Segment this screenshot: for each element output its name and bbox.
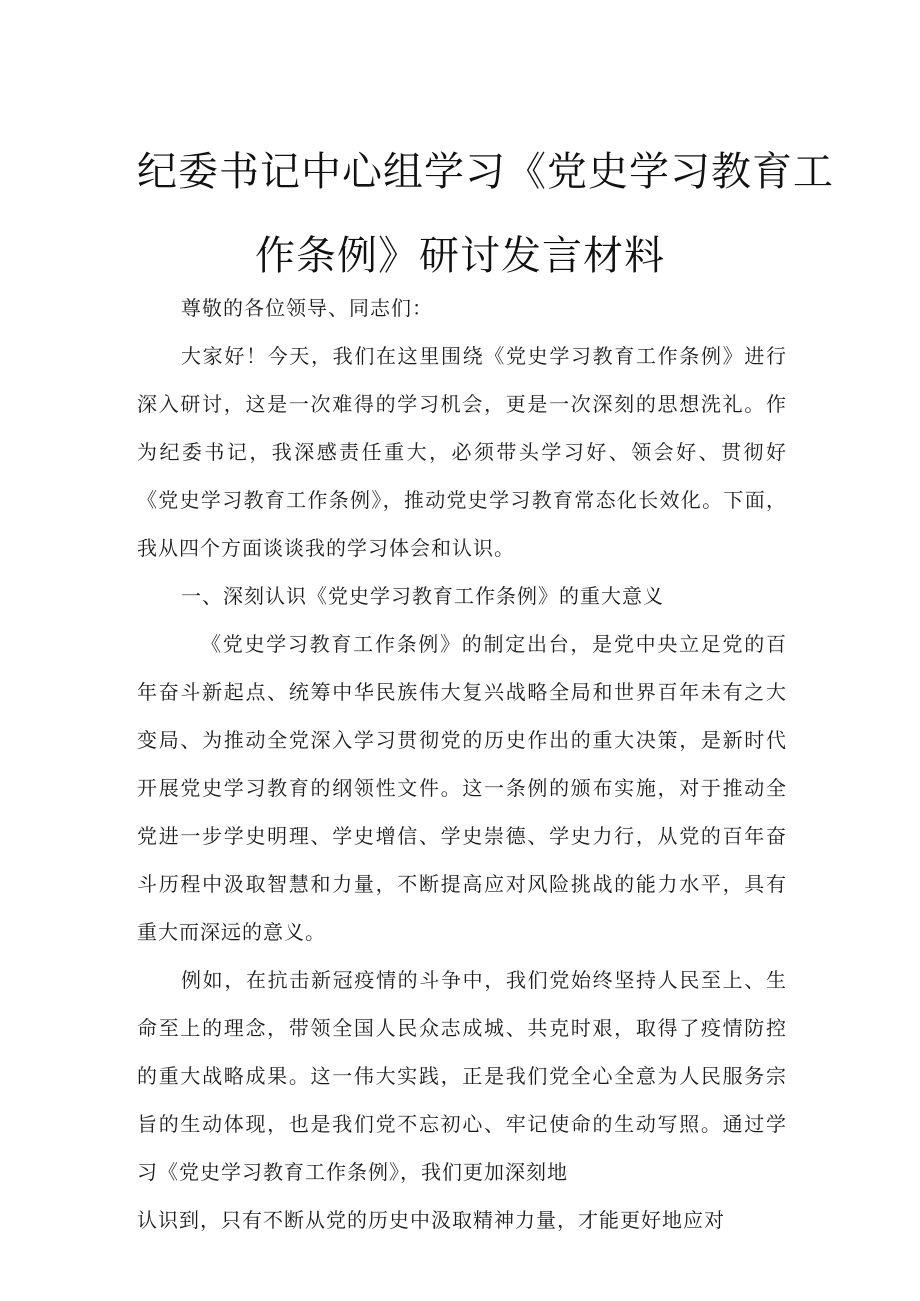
document-title-line-2: 作条例》研讨发言材料: [255, 233, 665, 279]
example-paragraph: 例如，在抗击新冠疫情的斗争中，我们党始终坚持人民至上、生命至上的理念，带领全国人民众志成城、共克时艰，取得了疫情防控的重大战略成果。这一伟大实践，正是我们党全心全意为人民服务宗旨的生动体现，也是我们党不忘初心、牢记使命的生动写照。通过学习《党史学习教育工作条例》，我们更加深刻地: [137, 968, 787, 1184]
document-body: [137, 284, 787, 1244]
significance-paragraph: 《党史学习教育工作条例》的制定出台，是党中央立足党的百年奋斗新起点、统筹中华民族伟大复兴战略全局和世界百年未有之大变局、为推动全党深入学习贯彻党的历史作出的重大决策，是新时代开展党史学习教育的纲领性文件。这一条例的颁布实施，对于推动全党进一步学史明理、学史增信、学史崇德、学史力行，从党的百年奋斗历程中汲取智慧和力量，不断提高应对风险挑战的能力水平，具有重大而深远的意义。: [137, 632, 787, 944]
continuation-paragraph: 认识到，只有不断从党的历史中汲取精神力量，才能更好地应对: [137, 1208, 725, 1232]
salutation-paragraph: 尊敬的各位领导、同志们：: [181, 296, 433, 320]
document-title-line-1: 纪委书记中心组学习《党史学习教育工: [137, 149, 834, 195]
intro-paragraph: 大家好！今天，我们在这里围绕《党史学习教育工作条例》进行深入研讨，这是一次难得的学习机会，更是一次深刻的思想洗礼。作为纪委书记，我深感责任重大，必须带头学习好、领会好、贯彻好《党史学习教育工作条例》，推动党史学习教育常态化长效化。下面，我从四个方面谈谈我的学习体会和认识。: [137, 344, 787, 560]
section-heading-1: 一、深刻认识《党史学习教育工作条例》的重大意义: [181, 584, 664, 608]
